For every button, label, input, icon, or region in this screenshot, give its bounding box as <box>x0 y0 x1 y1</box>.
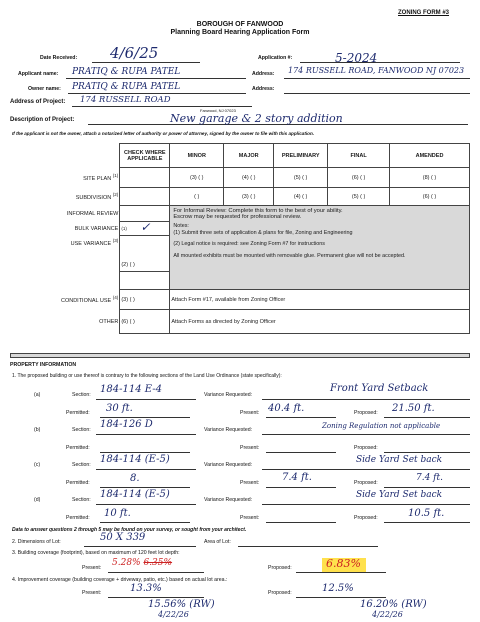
q3-proposed-value[interactable]: 6.83% <box>326 557 361 570</box>
description-label: Description of Project: <box>10 117 75 123</box>
item-d-present-label: Present: <box>240 515 260 521</box>
application-type-table <box>10 143 470 334</box>
item-a-variance-value[interactable]: Front Yard Setback <box>330 383 429 394</box>
q3-label: 3. Building coverage (footprint), based on maximum of 120 feet lot depth: <box>12 550 180 556</box>
subdivision-amended-checkbox[interactable]: (6) ( ) <box>390 188 470 206</box>
item-c-variance-label: Variance Requested: <box>204 462 253 468</box>
row-subdivision-label: SUBDIVISION $^{(2)}$ <box>75 192 119 201</box>
item-d-section-value[interactable]: 184-114 (E-5) <box>100 489 170 500</box>
project-town: Fanwood, NJ 07023 <box>200 108 236 113</box>
row-site-plan-label: SITE PLAN $^{(1)}$ <box>83 173 119 182</box>
page-subtitle: Planning Board Hearing Application Form <box>170 29 310 36</box>
other-text: Attach Forms as directed by Zoning Officer <box>170 310 470 334</box>
applicant-address-value[interactable]: 174 RUSSELL ROAD, FANWOOD NJ 07023 <box>288 66 465 75</box>
date-received-value[interactable]: 4/6/25 <box>110 44 159 62</box>
project-address-label: Address of Project: <box>10 99 66 105</box>
item-c-proposed-label: Proposed: <box>354 480 378 486</box>
item-a-letter: (a) <box>34 392 41 398</box>
subdivision-minor-checkbox[interactable]: ( ) <box>170 188 224 206</box>
note-2: (2) Legal notice is required: see Zoning Form #7 for instructions <box>173 241 325 247</box>
item-c-permitted-label: Permitted: <box>66 480 90 486</box>
review-note-right-1: 16.20% (RW) <box>360 599 427 610</box>
owner-notice: If the applicant is not the owner, attach a notarized letter of authority or power of attorney, signed by the owner to file with this application. <box>12 131 315 136</box>
owner-name-line <box>68 93 246 94</box>
subdivision-check[interactable] <box>120 188 170 206</box>
q2-value[interactable]: 50 X 339 <box>100 532 146 543</box>
owner-name-label: Owner name: <box>28 86 61 92</box>
applicant-address-line <box>284 78 470 79</box>
project-address-line <box>72 106 252 107</box>
site-plan-amended-checkbox[interactable]: (8) ( ) <box>390 168 470 188</box>
site-plan-minor-checkbox[interactable]: (3) ( ) <box>170 168 224 188</box>
row-use-variance-label: USE VARIANCE $^{(3)}$ <box>70 237 119 247</box>
q3-present-label: Present: <box>82 565 102 571</box>
item-c-section-value[interactable]: 184-114 (E-5) <box>100 454 170 465</box>
applicant-name-line <box>66 78 246 79</box>
item-c-permitted-value[interactable]: 8. <box>130 473 140 484</box>
item-d-letter: (d) <box>34 497 41 503</box>
note-1: (1) Submit three sets of application & plans for file, Zoning and Engineering <box>173 230 353 236</box>
q4-label: 4. Improvement coverage (building coverage + driveway, patio, etc.) based on actual lot area.: <box>12 577 228 583</box>
q3-proposed-label: Proposed: <box>268 565 292 571</box>
item-d-section-label: Section: <box>72 497 91 503</box>
item-d-permitted-value[interactable]: 10 ft. <box>104 508 131 519</box>
survey-note: Data to answer questions 2 through 5 may be found on your survey, or sought from your architect. <box>12 527 247 533</box>
notes-title: Notes: <box>173 223 189 229</box>
q2-label: 2. Dimensions of Lot: <box>12 539 61 545</box>
item-b-variance-label: Variance Requested: <box>204 427 253 433</box>
application-number-line <box>300 62 460 63</box>
row-conditional-use-label: CONDITIONAL USE $^{(4)}$ <box>60 295 119 304</box>
owner-address-label: Address: <box>252 86 275 92</box>
item-d-permitted-label: Permitted: <box>66 515 90 521</box>
item-b-present-label: Present: <box>240 445 260 451</box>
subdivision-final-checkbox[interactable]: (5) ( ) <box>328 188 390 206</box>
header-final: FINAL <box>328 144 390 168</box>
row-other-label: OTHER <box>99 318 119 325</box>
owner-address-line <box>284 93 470 94</box>
q1-text: 1. The proposed building or use thereof is contrary to the following sections of the Land Use Ordinance (state specifically): <box>12 373 282 379</box>
use-variance-check[interactable]: (2) ( ) <box>120 236 170 272</box>
row-bulk-variance-label: BULK VARIANCE <box>74 225 119 232</box>
applicant-name-value[interactable]: PRATIQ & RUPA PATEL <box>72 67 181 77</box>
item-b-section-value[interactable]: 184-126 D <box>100 419 153 430</box>
item-a-section-label: Section: <box>72 392 91 398</box>
item-d-variance-value[interactable]: Side Yard Set back <box>356 490 443 500</box>
review-note-left-1: 15.56% (RW) <box>148 599 215 610</box>
applicant-address-label: Address: <box>252 71 275 77</box>
item-b-section-label: Section: <box>72 427 91 433</box>
item-a-permitted-value[interactable]: 30 ft. <box>106 403 133 414</box>
review-note-left-2: 4/22/26 <box>158 610 189 619</box>
date-received-line <box>92 62 200 63</box>
item-a-proposed-label: Proposed: <box>354 410 378 416</box>
item-b-letter: (b) <box>34 427 41 433</box>
item-d-proposed-value[interactable]: 10.5 ft. <box>408 508 445 519</box>
header-amended: AMENDED <box>390 144 470 168</box>
item-c-present-label: Present: <box>240 480 260 486</box>
q3-present-value[interactable]: 5.28% 6.35% <box>112 558 173 568</box>
item-c-letter: (c) <box>34 462 41 468</box>
application-number-label: Application #: <box>258 55 293 61</box>
informal-review-info-panel <box>170 206 470 290</box>
date-received-label: Date Received: <box>40 55 78 61</box>
area-label: Area of Lot: <box>204 539 231 545</box>
application-number-value[interactable]: 5-2024 <box>335 51 378 65</box>
q4-proposed-label: Proposed: <box>268 590 292 596</box>
informal-text-2: Escrow may be requested for professional review. <box>173 214 302 220</box>
header-minor: MINOR <box>170 144 224 168</box>
property-heading: PROPERTY INFORMATION <box>10 362 77 368</box>
item-a-proposed-value[interactable]: 21.50 ft. <box>392 403 435 414</box>
review-note-right-2: 4/22/26 <box>372 610 403 619</box>
item-a-present-label: Present: <box>240 410 260 416</box>
conditional-use-text: Attach Form #17, available from Zoning Officer <box>170 290 470 310</box>
header-preliminary: PRELIMINARY <box>274 144 328 168</box>
q4-present-value[interactable]: 13.3% <box>130 583 162 594</box>
item-b-proposed-label: Proposed: <box>354 445 378 451</box>
project-address-value[interactable]: 174 RUSSELL ROAD <box>80 95 171 105</box>
item-c-proposed-value[interactable]: 7.4 ft. <box>416 473 443 483</box>
header-check-applicable: CHECK WHERE APPLICABLE <box>120 144 170 168</box>
separator-bar <box>10 353 470 358</box>
subdivision-preliminary-checkbox[interactable]: (4) ( ) <box>274 188 328 206</box>
item-a-permitted-label: Permitted: <box>66 410 90 416</box>
site-plan-check[interactable] <box>120 168 170 188</box>
item-c-section-label: Section: <box>72 462 91 468</box>
site-plan-final-checkbox[interactable]: (6) ( ) <box>328 168 390 188</box>
q4-present-label: Present: <box>82 590 102 596</box>
conditional-use-check[interactable]: (3) ( ) <box>120 290 170 310</box>
item-d-variance-label: Variance Requested: <box>204 497 253 503</box>
item-d-proposed-label: Proposed: <box>354 515 378 521</box>
owner-name-value[interactable]: PRATIQ & RUPA PATEL <box>72 82 181 92</box>
applicant-name-label: Applicant name: <box>18 71 59 77</box>
form-id: ZONING FORM #3 <box>398 10 450 16</box>
header-major: MAJOR <box>224 144 274 168</box>
item-a-present-value[interactable]: 40.4 ft. <box>268 403 305 414</box>
informal-text-1: For Informal Review: Complete this form to the best of your ability. <box>173 208 343 214</box>
page-title: BOROUGH OF FANWOOD <box>196 21 284 28</box>
site-plan-preliminary-checkbox[interactable]: (5) ( ) <box>274 168 328 188</box>
item-b-variance-value[interactable]: Zoning Regulation not applicable <box>322 422 441 430</box>
description-value[interactable]: New garage & 2 story addition <box>170 112 343 125</box>
item-c-variance-value[interactable]: Side Yard Set back <box>356 455 443 465</box>
other-check[interactable]: (6) ( ) <box>120 310 170 334</box>
item-a-section-value[interactable]: 184-114 E-4 <box>100 384 162 395</box>
bulk-variance-check[interactable]: (1) ✓ <box>120 222 170 236</box>
item-a-variance-label: Variance Requested: <box>204 392 253 398</box>
item-c-present-value[interactable]: 7.4 ft. <box>282 472 312 483</box>
q4-proposed-value[interactable]: 12.5% <box>322 583 354 594</box>
row-informal-review-label: INFORMAL REVIEW <box>66 210 119 217</box>
subdivision-major-checkbox[interactable]: (3) ( ) <box>224 188 274 206</box>
item-b-permitted-label: Permitted: <box>66 445 90 451</box>
note-3: All mounted exhibits must be mounted with removable glue. Permanent glue will not be accepted. <box>173 253 406 259</box>
site-plan-major-checkbox[interactable]: (4) ( ) <box>224 168 274 188</box>
